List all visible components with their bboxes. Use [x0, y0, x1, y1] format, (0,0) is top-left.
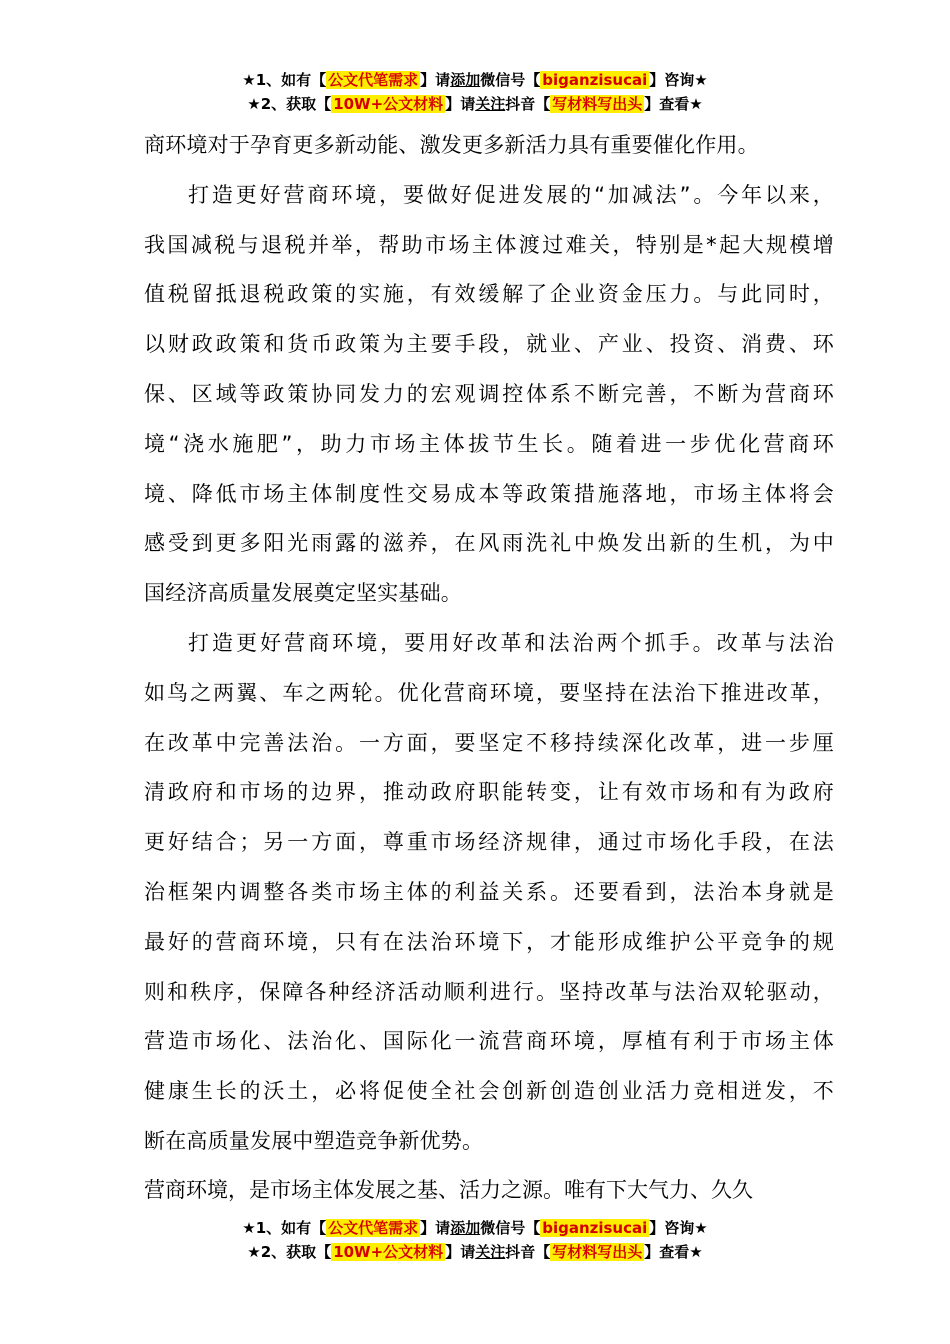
underlined-text: 关注	[475, 1243, 506, 1261]
wechat-id: biganzisucai	[542, 1219, 648, 1237]
text-line: 我国减税与退税并举，帮助市场主体渡过难关，特别是*起大规模增	[144, 232, 834, 257]
text-line: 营造市场化、法治化、国际化一流营商环境，厚植有利于市场主体	[144, 1029, 834, 1054]
highlight-text: 公文代笔需求	[328, 1219, 419, 1237]
underlined-text: 关注	[475, 95, 506, 113]
banner-line-2: ★2、获取【 10W+公文材料 】请关注抖音【 写材料写出头 】查看★	[247, 95, 703, 113]
banner-line-1: ★1、如有【 公文代笔需求 】请添加微信号【 biganzisucai 】咨询★	[242, 71, 708, 89]
banner-line-2: ★2、获取【 10W+公文材料 】请关注抖音【 写材料写出头 】查看★	[247, 1243, 703, 1261]
text-line: 境、降低市场主体制度性交易成本等政策措施落地，市场主体将会	[144, 481, 834, 506]
highlight-text: 10W+公文材料	[333, 1243, 444, 1261]
text-line: 如鸟之两翼、车之两轮。优化营商环境，要坚持在法治下推进改革，	[144, 680, 834, 705]
continuation-line: 营商环境，是市场主体发展之基、活力之源。唯有下大气力、久久	[144, 1178, 753, 1202]
underlined-text: 添加	[450, 1219, 481, 1237]
article-body	[144, 121, 834, 1167]
highlight-text: 10W+公文材料	[333, 95, 444, 113]
banner-line-1: ★1、如有【 公文代笔需求 】请添加微信号【 biganzisucai 】咨询★	[242, 1219, 708, 1237]
text-line: 最好的营商环境，只有在法治环境下，才能形成维护公平竞争的规	[144, 929, 834, 954]
wechat-id: biganzisucai	[542, 71, 648, 89]
text-line: 更好结合；另一方面，尊重市场经济规律，通过市场化手段，在法	[144, 830, 834, 855]
text-line: 健康生长的沃土，必将促使全社会创新创造创业活力竞相迸发，不	[144, 1079, 834, 1104]
douyin-account: 写材料写出头	[552, 1243, 643, 1261]
header-banner	[0, 68, 950, 116]
text-line: 国经济高质量发展奠定坚实基础。	[144, 581, 462, 606]
text-line: 在改革中完善法治。一方面，要坚定不移持续深化改革，进一步厘	[144, 730, 834, 755]
text-line: 则和秩序，保障各种经济活动顺利进行。坚持改革与法治双轮驱动，	[144, 979, 834, 1004]
text-line: 以财政政策和货币政策为主要手段，就业、产业、投资、消费、环	[144, 332, 834, 357]
footer-banner	[0, 1216, 950, 1264]
text-line: 保、区域等政策协同发力的宏观调控体系不断完善，不断为营商环	[144, 381, 834, 406]
douyin-account: 写材料写出头	[552, 95, 643, 113]
text-line: 治框架内调整各类市场主体的利益关系。还要看到，法治本身就是	[144, 879, 834, 904]
text-line: 值税留抵退税政策的实施，有效缓解了企业资金压力。与此同时，	[144, 282, 834, 307]
text-line: 清政府和市场的边界，推动政府职能转变，让有效市场和有为政府	[144, 780, 834, 805]
text-line: 境“浇水施肥”，助力市场主体拔节生长。随着进一步优化营商环	[144, 431, 834, 456]
underlined-text: 添加	[450, 71, 481, 89]
paragraph-first-line: 打造更好营商环境，要用好改革和法治两个抓手。改革与法治	[188, 630, 834, 655]
text-line: 感受到更多阳光雨露的滋养，在风雨洗礼中焕发出新的生机，为中	[144, 531, 834, 556]
highlight-text: 公文代笔需求	[328, 71, 419, 89]
text-line: 断在高质量发展中塑造竞争新优势。	[144, 1128, 484, 1153]
paragraph-first-line: 打造更好营商环境，要做好促进发展的“加减法”。今年以来，	[188, 182, 834, 207]
text-line: 商环境对于孕育更多新动能、激发更多新活力具有重要催化作用。	[144, 133, 759, 157]
